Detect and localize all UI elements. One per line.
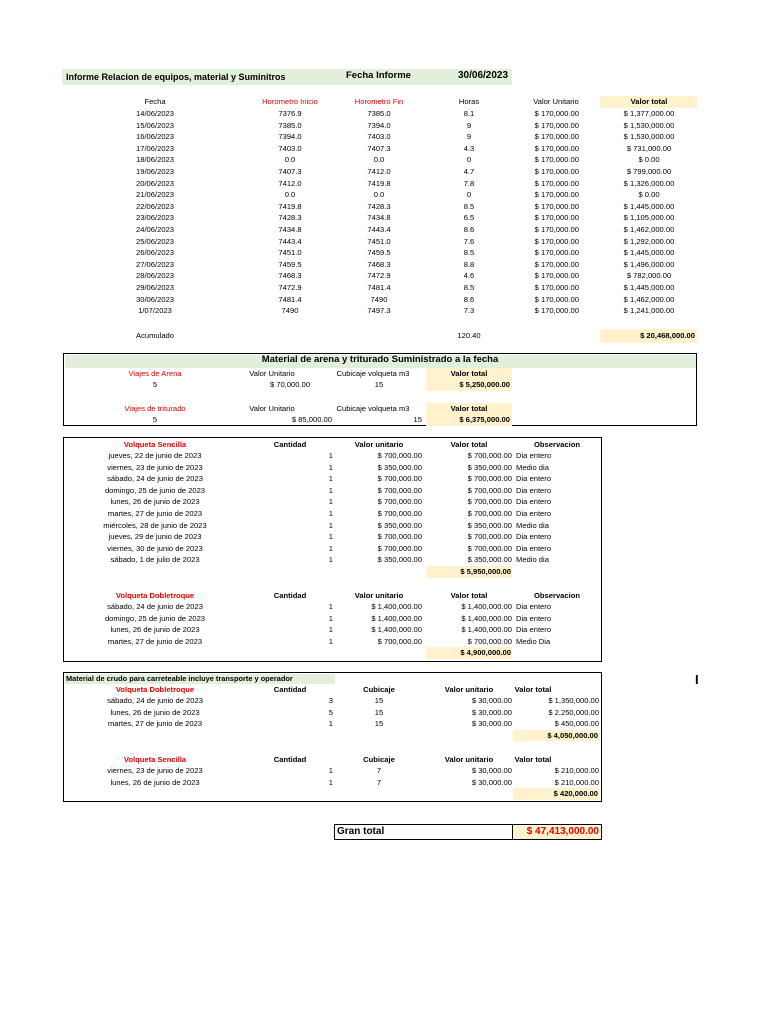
hours-cell: 27/06/2023 bbox=[135, 259, 175, 269]
arena-vu: $ 85,000.00 bbox=[291, 415, 332, 424]
vol-unit: $ 700,000.00 bbox=[377, 532, 422, 542]
hours-col-header: Horometro Fin bbox=[354, 97, 404, 106]
vol-obs: Dia entero bbox=[516, 474, 552, 484]
vol-date: viernes, 30 de junio de 2023 bbox=[107, 543, 203, 553]
vol-unit: $ 700,000.00 bbox=[377, 509, 422, 518]
crudo-col-header: Volqueta Dobletroque bbox=[115, 685, 195, 694]
hours-cell: $ 170,000.00 bbox=[534, 132, 579, 142]
crudo-unit: $ 30,000.00 bbox=[471, 766, 512, 775]
hours-cell: 19/06/2023 bbox=[135, 167, 175, 176]
vol-obs: Dia entero bbox=[516, 543, 552, 553]
report-date-label: Fecha Informe bbox=[346, 70, 411, 81]
vol-obs: Dia entero bbox=[516, 451, 552, 460]
hours-cell: 7468.3 bbox=[278, 271, 302, 281]
crudo-total: $ 2,250,000.00 bbox=[548, 707, 599, 717]
crudo-col-header: Cubicaje bbox=[363, 755, 395, 764]
hours-cell: 1/07/2023 bbox=[138, 306, 172, 316]
vol-col-header: Valor total bbox=[450, 440, 488, 449]
vol-total: $ 350,000.00 bbox=[467, 555, 512, 565]
hours-cell: $ 1,445,000.00 bbox=[623, 248, 675, 258]
hours-cell: 7.3 bbox=[463, 306, 475, 316]
vol-obs: Dia entero bbox=[516, 602, 552, 611]
vol-date: sábado, 1 de julio de 2023 bbox=[110, 555, 200, 565]
hours-cell: 17/06/2023 bbox=[135, 143, 175, 153]
hours-cell: 7403.0 bbox=[278, 143, 302, 153]
hours-cell: $ 170,000.00 bbox=[534, 306, 579, 316]
vol-col-header: Valor total bbox=[450, 591, 488, 600]
vol-date: domingo, 25 de junio de 2023 bbox=[104, 613, 206, 623]
crudo-qty: 1 bbox=[328, 766, 333, 775]
hours-col-header: Fecha bbox=[144, 97, 166, 106]
vol-qty: 1 bbox=[328, 520, 333, 530]
vol-total: $ 700,000.00 bbox=[467, 451, 512, 460]
crudo-unit: $ 30,000.00 bbox=[471, 777, 512, 787]
vol-obs: Medio Dia bbox=[516, 636, 551, 646]
crudo-date: viernes, 23 de junio de 2023 bbox=[107, 766, 203, 775]
hours-cell: 0.0 bbox=[284, 155, 296, 165]
hours-cell: 8.6 bbox=[463, 225, 475, 234]
vol-unit: $ 1,400,000.00 bbox=[371, 625, 422, 635]
hours-cell: 0.0 bbox=[284, 190, 296, 200]
hours-cell: 4.7 bbox=[463, 167, 475, 176]
vol-qty: 1 bbox=[328, 555, 333, 565]
crudo-date: lunes, 26 de junio de 2023 bbox=[110, 777, 200, 787]
hours-cell: 7472.9 bbox=[367, 271, 391, 281]
vol-sum: $ 5,950,000.00 bbox=[460, 567, 511, 576]
vol-unit: $ 700,000.00 bbox=[377, 451, 422, 460]
vol-qty: 1 bbox=[328, 485, 333, 495]
vol-obs: Dia entero bbox=[516, 613, 552, 623]
hours-cell: $ 1,445,000.00 bbox=[623, 283, 675, 292]
vol-unit: $ 700,000.00 bbox=[377, 497, 422, 507]
vol-obs: Dia entero bbox=[516, 497, 552, 507]
crudo-date: lunes, 26 de junio de 2023 bbox=[110, 707, 200, 717]
crudo-col-header: Valor unitario bbox=[444, 685, 494, 694]
hours-cell: 7.6 bbox=[463, 236, 475, 246]
hours-cell: 7412.0 bbox=[278, 178, 302, 188]
vol-total: $ 350,000.00 bbox=[467, 462, 512, 472]
vol-unit: $ 700,000.00 bbox=[377, 474, 422, 484]
vol-qty: 1 bbox=[328, 613, 333, 623]
vol-obs: Medio dia bbox=[516, 520, 549, 530]
vol-unit: $ 700,000.00 bbox=[377, 636, 422, 646]
hours-col-header: Valor total bbox=[630, 97, 668, 106]
vol-col-header: Cantidad bbox=[273, 440, 307, 449]
hours-cell: 7443.4 bbox=[367, 225, 391, 234]
hours-cell: $ 170,000.00 bbox=[534, 143, 579, 153]
vol-obs: Dia entero bbox=[516, 509, 552, 518]
vol-qty: 1 bbox=[328, 625, 333, 635]
crudo-sum: $ 420,000.00 bbox=[553, 789, 598, 799]
vol-total: $ 1,400,000.00 bbox=[461, 625, 512, 635]
vol-col-header: Volqueta Dobletroque bbox=[115, 591, 195, 600]
vol-unit: $ 700,000.00 bbox=[377, 543, 422, 553]
hours-cell: 30/06/2023 bbox=[135, 294, 175, 304]
crudo-qty: 1 bbox=[328, 719, 333, 729]
hours-cell: 7419.8 bbox=[367, 178, 391, 188]
hours-cell: 7434.8 bbox=[278, 225, 302, 234]
hours-cell: 7428.3 bbox=[367, 201, 391, 211]
hours-col-header: Valor Unitario bbox=[533, 97, 579, 106]
hours-cell: $ 1,292,000.00 bbox=[623, 236, 675, 246]
hours-cell: 8.1 bbox=[463, 109, 475, 118]
hours-cell: 0.0 bbox=[373, 155, 385, 165]
vol-total: $ 1,400,000.00 bbox=[461, 613, 512, 623]
hours-cell: 0 bbox=[466, 155, 472, 165]
vol-unit: $ 350,000.00 bbox=[377, 520, 422, 530]
arena-title: Material de arena y triturado Suministrado a la fecha bbox=[261, 354, 499, 365]
hours-cell: 7407.3 bbox=[278, 167, 302, 176]
hours-cell: $ 0.00 bbox=[638, 155, 660, 165]
crudo-cub: 15 bbox=[374, 719, 384, 729]
hours-cell: 7394.0 bbox=[367, 120, 391, 130]
acumulado-horas: 120.40 bbox=[457, 331, 481, 340]
hours-cell: 28/06/2023 bbox=[135, 271, 175, 281]
hours-cell: 8.6 bbox=[463, 294, 475, 304]
vol-obs: Medio dia bbox=[516, 462, 549, 472]
crudo-total: $ 210,000.00 bbox=[554, 777, 599, 787]
hours-col-header: Horas bbox=[458, 97, 480, 106]
vol-col-header: Observacion bbox=[533, 591, 581, 600]
gran-total-label: Gran total bbox=[337, 826, 385, 837]
vol-qty: 1 bbox=[328, 509, 333, 518]
hours-cell: 7497.3 bbox=[367, 306, 391, 316]
vol-unit: $ 700,000.00 bbox=[377, 485, 422, 495]
hours-cell: 16/06/2023 bbox=[135, 132, 175, 142]
crudo-qty: 3 bbox=[328, 696, 333, 705]
hours-cell: 7490 bbox=[281, 306, 299, 316]
hours-cell: 7459.5 bbox=[278, 259, 302, 269]
hours-cell: $ 170,000.00 bbox=[534, 294, 579, 304]
hours-cell: $ 170,000.00 bbox=[534, 283, 579, 292]
hours-cell: $ 170,000.00 bbox=[534, 167, 579, 176]
vol-date: miércoles, 28 de junio de 2023 bbox=[103, 520, 207, 530]
hours-cell: 7394.0 bbox=[278, 132, 302, 142]
vol-obs: Dia entero bbox=[516, 625, 552, 635]
vol-date: lunes, 26 de junio de 2023 bbox=[110, 497, 200, 507]
acumulado-label: Acumulado bbox=[136, 331, 174, 340]
report-title: Informe Relacion de equipos, material y Suminitros bbox=[66, 72, 286, 82]
crudo-unit: $ 30,000.00 bbox=[471, 719, 512, 729]
vol-qty: 1 bbox=[328, 462, 333, 472]
vol-total: $ 700,000.00 bbox=[467, 636, 512, 646]
hours-cell: $ 170,000.00 bbox=[534, 236, 579, 246]
hours-cell: 21/06/2023 bbox=[135, 190, 175, 200]
vol-total: $ 700,000.00 bbox=[467, 543, 512, 553]
arena-cub-label: Cubicaje volqueta m3 bbox=[336, 369, 410, 378]
vol-total: $ 350,000.00 bbox=[467, 520, 512, 530]
arena-vt: $ 5,250,000.00 bbox=[459, 380, 510, 389]
crudo-date: martes, 27 de junio de 2023 bbox=[107, 719, 203, 729]
hours-cell: 14/06/2023 bbox=[135, 109, 175, 118]
arena-group-label: Viajes de Arena bbox=[128, 369, 182, 378]
text-cursor-icon: I bbox=[695, 672, 699, 687]
crudo-unit: $ 30,000.00 bbox=[471, 707, 512, 717]
vol-col-header: Valor unitario bbox=[354, 591, 404, 600]
crudo-unit: $ 30,000.00 bbox=[471, 696, 512, 705]
arena-group-count: 5 bbox=[152, 380, 158, 389]
arena-vu-label: Valor Unitario bbox=[249, 404, 295, 413]
vol-unit: $ 1,400,000.00 bbox=[371, 602, 422, 611]
vol-unit: $ 1,400,000.00 bbox=[371, 613, 422, 623]
arena-vt-label: Valor total bbox=[450, 404, 488, 413]
hours-cell: $ 170,000.00 bbox=[534, 213, 579, 223]
crudo-col-header: Cantidad bbox=[273, 755, 307, 764]
arena-cub-label: Cubicaje volqueta m3 bbox=[336, 404, 410, 413]
report-date-value: 30/06/2023 bbox=[458, 70, 509, 81]
hours-cell: 7385.0 bbox=[367, 109, 391, 118]
hours-cell: $ 170,000.00 bbox=[534, 271, 579, 281]
hours-cell: 7468.3 bbox=[367, 259, 391, 269]
hours-cell: 24/06/2023 bbox=[135, 225, 175, 234]
hours-cell: $ 1,530,000.00 bbox=[623, 132, 675, 142]
vol-col-header: Cantidad bbox=[273, 591, 307, 600]
arena-cub: 15 bbox=[413, 415, 422, 424]
crudo-total: $ 1,350,000.00 bbox=[548, 696, 599, 705]
hours-cell: 7459.5 bbox=[367, 248, 391, 258]
hours-cell: 7434.8 bbox=[367, 213, 391, 223]
hours-cell: $ 1,377,000.00 bbox=[623, 109, 675, 118]
crudo-cub: 15 bbox=[374, 696, 384, 705]
vol-qty: 1 bbox=[328, 636, 333, 646]
vol-total: $ 700,000.00 bbox=[467, 474, 512, 484]
hours-cell: 7403.0 bbox=[367, 132, 391, 142]
vol-date: jueves, 29 de junio de 2023 bbox=[108, 532, 202, 542]
vol-unit: $ 350,000.00 bbox=[377, 555, 422, 565]
vol-date: sábado, 24 de junio de 2023 bbox=[107, 474, 203, 484]
crudo-title: Material de crudo para carreteable incluye transporte y operador bbox=[66, 674, 293, 683]
vol-col-header: Valor unitario bbox=[354, 440, 404, 449]
vol-date: martes, 27 de junio de 2023 bbox=[107, 636, 203, 646]
hours-cell: $ 170,000.00 bbox=[534, 120, 579, 130]
hours-cell: 7412.0 bbox=[367, 167, 391, 176]
vol-qty: 1 bbox=[328, 602, 333, 611]
hours-cell: 7376.9 bbox=[278, 109, 302, 118]
crudo-col-header: Volqueta Sencilla bbox=[123, 755, 187, 764]
hours-cell: 25/06/2023 bbox=[135, 236, 175, 246]
hours-cell: 8.8 bbox=[463, 259, 475, 269]
crudo-col-header: Valor unitario bbox=[444, 755, 494, 764]
vol-date: lunes, 26 de junio de 2023 bbox=[110, 625, 200, 635]
hours-cell: $ 170,000.00 bbox=[534, 190, 579, 200]
hours-cell: $ 782,000.00 bbox=[626, 271, 672, 281]
vol-date: sábado, 24 de junio de 2023 bbox=[107, 602, 203, 611]
hours-cell: $ 1,462,000.00 bbox=[623, 225, 675, 234]
hours-cell: 7407.3 bbox=[367, 143, 391, 153]
hours-cell: 7.8 bbox=[463, 178, 475, 188]
vol-col-header: Observacion bbox=[533, 440, 581, 449]
arena-vt-label: Valor total bbox=[450, 369, 488, 378]
hours-cell: 4.6 bbox=[463, 271, 475, 281]
hours-cell: $ 1,241,000.00 bbox=[623, 306, 675, 316]
vol-total: $ 700,000.00 bbox=[467, 532, 512, 542]
vol-qty: 1 bbox=[328, 532, 333, 542]
hours-cell: 20/06/2023 bbox=[135, 178, 175, 188]
crudo-cub: 7 bbox=[376, 777, 382, 787]
arena-vu: $ 70,000.00 bbox=[269, 380, 311, 389]
hours-cell: 9 bbox=[466, 120, 472, 130]
hours-cell: $ 0.00 bbox=[638, 190, 660, 200]
hours-cell: $ 1,326,000.00 bbox=[623, 178, 675, 188]
hours-cell: $ 1,496,000.00 bbox=[623, 259, 675, 269]
crudo-cub: 15 bbox=[374, 707, 384, 717]
hours-cell: $ 731,000.00 bbox=[626, 143, 672, 153]
hours-cell: 29/06/2023 bbox=[135, 283, 175, 292]
hours-cell: 7419.8 bbox=[278, 201, 302, 211]
vol-date: viernes, 23 de junio de 2023 bbox=[107, 462, 203, 472]
hours-col-header: Horometro Inicio bbox=[262, 97, 318, 106]
hours-cell: 7443.4 bbox=[278, 236, 302, 246]
hours-cell: 7490 bbox=[370, 294, 388, 304]
crudo-col-header: Valor total bbox=[514, 755, 552, 764]
vol-obs: Dia entero bbox=[516, 485, 552, 495]
hours-cell: 4.3 bbox=[463, 143, 475, 153]
hours-cell: $ 170,000.00 bbox=[534, 248, 579, 258]
vol-obs: Medio dia bbox=[516, 555, 549, 565]
vol-date: jueves, 22 de junio de 2023 bbox=[108, 451, 202, 460]
vol-qty: 1 bbox=[328, 451, 333, 460]
vol-obs: Dia entero bbox=[516, 532, 552, 542]
hours-cell: $ 170,000.00 bbox=[534, 109, 579, 118]
hours-cell: $ 1,445,000.00 bbox=[623, 201, 675, 211]
vol-col-header: Volqueta Sencilla bbox=[123, 440, 187, 449]
hours-cell: 7385.0 bbox=[278, 120, 302, 130]
vol-total: $ 700,000.00 bbox=[467, 497, 512, 507]
hours-cell: 7451.0 bbox=[278, 248, 302, 258]
hours-cell: 7428.3 bbox=[278, 213, 302, 223]
hours-cell: 8.5 bbox=[463, 283, 475, 292]
hours-cell: 0 bbox=[466, 190, 472, 200]
hours-cell: 23/06/2023 bbox=[135, 213, 175, 223]
crudo-date: sábado, 24 de junio de 2023 bbox=[107, 696, 203, 705]
vol-qty: 1 bbox=[328, 474, 333, 484]
gran-total-value: $ 47,413,000.00 bbox=[526, 826, 599, 837]
vol-date: martes, 27 de junio de 2023 bbox=[107, 509, 203, 518]
hours-cell: 8.5 bbox=[463, 201, 475, 211]
hours-cell: $ 170,000.00 bbox=[534, 259, 579, 269]
hours-cell: $ 170,000.00 bbox=[534, 155, 579, 165]
arena-cub: 15 bbox=[374, 380, 384, 389]
arena-vu-label: Valor Unitario bbox=[249, 369, 295, 378]
crudo-total: $ 210,000.00 bbox=[554, 766, 599, 775]
hours-cell: 7481.4 bbox=[367, 283, 391, 292]
arena-group-count: 5 bbox=[152, 415, 158, 424]
hours-cell: 7472.9 bbox=[278, 283, 302, 292]
crudo-qty: 5 bbox=[328, 707, 333, 717]
hours-cell: $ 1,530,000.00 bbox=[623, 120, 675, 130]
hours-cell: $ 1,462,000.00 bbox=[623, 294, 675, 304]
hours-cell: 9 bbox=[466, 132, 472, 142]
hours-cell: $ 170,000.00 bbox=[534, 178, 579, 188]
vol-sum: $ 4,900,000.00 bbox=[460, 648, 511, 658]
hours-cell: $ 1,105,000.00 bbox=[623, 213, 675, 223]
hours-cell: $ 170,000.00 bbox=[534, 201, 579, 211]
hours-cell: $ 170,000.00 bbox=[534, 225, 579, 234]
arena-vt: $ 6,375,000.00 bbox=[459, 415, 510, 424]
hours-cell: 18/06/2023 bbox=[135, 155, 175, 165]
crudo-total: $ 450,000.00 bbox=[554, 719, 599, 729]
vol-unit: $ 350,000.00 bbox=[377, 462, 422, 472]
crudo-col-header: Valor total bbox=[514, 685, 552, 694]
vol-qty: 1 bbox=[328, 543, 333, 553]
hours-cell: 6.5 bbox=[463, 213, 475, 223]
crudo-col-header: Cubicaje bbox=[363, 685, 395, 694]
hours-cell: 22/06/2023 bbox=[135, 201, 175, 211]
acumulado-total: $ 20,468,000.00 bbox=[640, 331, 695, 340]
vol-total: $ 700,000.00 bbox=[467, 485, 512, 495]
crudo-cub: 7 bbox=[376, 766, 382, 775]
hours-cell: 8.5 bbox=[463, 248, 475, 258]
vol-date: domingo, 25 de junio de 2023 bbox=[104, 485, 206, 495]
crudo-qty: 1 bbox=[328, 777, 333, 787]
hours-cell: 7451.0 bbox=[367, 236, 391, 246]
vol-total: $ 1,400,000.00 bbox=[461, 602, 512, 611]
hours-cell: $ 799,000.00 bbox=[626, 167, 672, 176]
crudo-col-header: Cantidad bbox=[273, 685, 307, 694]
vol-total: $ 700,000.00 bbox=[467, 509, 512, 518]
hours-cell: 26/06/2023 bbox=[135, 248, 175, 258]
vol-qty: 1 bbox=[328, 497, 333, 507]
hours-cell: 7481.4 bbox=[278, 294, 302, 304]
crudo-sum: $ 4,050,000.00 bbox=[547, 730, 598, 740]
hours-cell: 15/06/2023 bbox=[135, 120, 175, 130]
hours-cell: 0.0 bbox=[373, 190, 385, 200]
arena-group-label: Viajes de triturado bbox=[124, 404, 186, 413]
